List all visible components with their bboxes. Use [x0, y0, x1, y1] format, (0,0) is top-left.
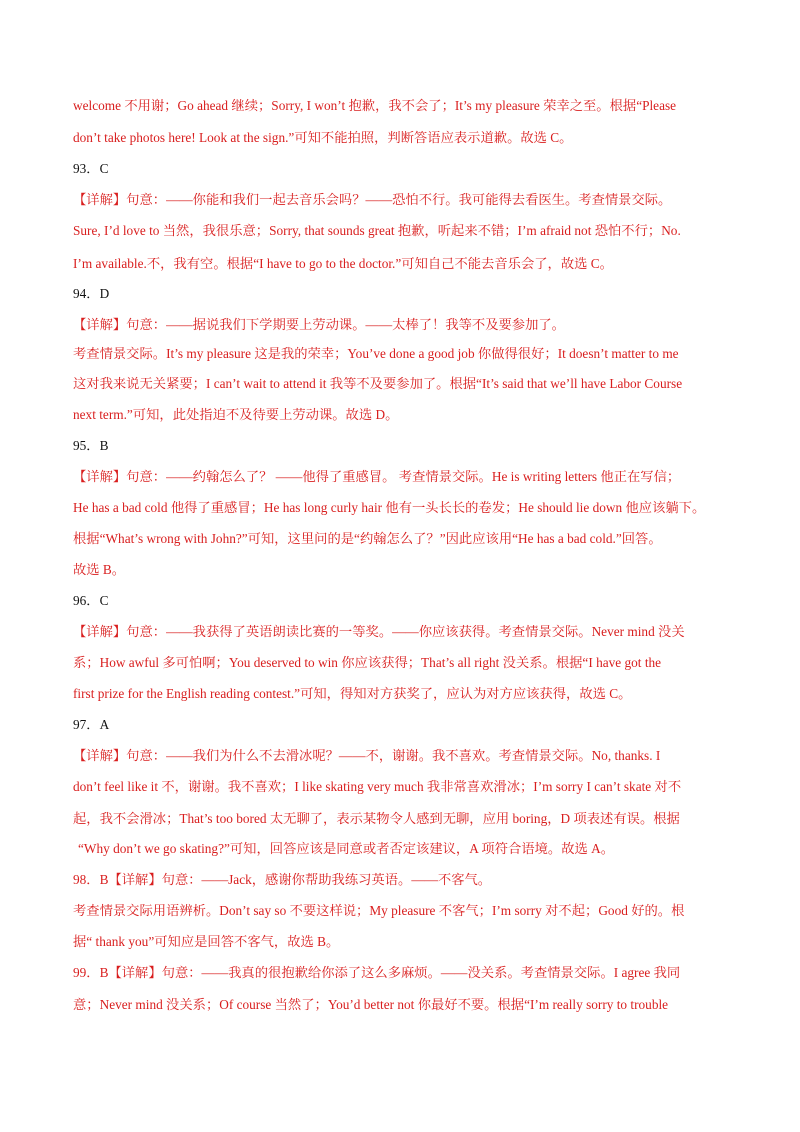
explanation-line: next term.”可知，此处指迫不及待要上劳动课。故选 D。 [73, 407, 399, 422]
explanation-line: 意；Never mind 没关系；Of course 当然了；You’d better not 你最好不要。根据“I’m really sorry to trouble [73, 997, 669, 1012]
explanation-line: 故选 B。 [73, 562, 126, 577]
explanation-line: 【详解】句意：——我们为什么不去滑冰呢？——不，谢谢。我不喜欢。考查情景交际。No, thanks. I [73, 748, 661, 763]
explanation-line: 【详解】句意：——我获得了英语朗读比赛的一等奖。——你应该获得。考查情景交际。Never mind 没关 [73, 624, 685, 639]
explanation-line: 这对我来说无关紧要；I can’t wait to attend it 我等不及要参加了。根据“It’s said that we’ll have Labor Course [73, 376, 683, 391]
explanation-line: 【详解】句意：——约翰怎么了？ ——他得了重感冒。 考查情景交际。He is writing letters 他正在写信； [73, 469, 681, 484]
explanation-line: don’t feel like it 不，谢谢。我不喜欢；I like skating very much 我非常喜欢滑冰；I’m sorry I can’t skate 对不 [73, 779, 682, 794]
question-answer-line: 93．C [73, 161, 109, 176]
question-answer-line: 94．D [73, 286, 110, 301]
explanation-line: 起，我不会滑冰；That’s too bored 太无聊了，表示某物令人感到无聊，应用 boring，D 项表述有误。根据 [73, 811, 680, 826]
explanation-line: 考查情景交际。It’s my pleasure 这是我的荣幸；You’ve done a good job 你做得很好；It doesn’t matter to me [73, 346, 679, 361]
explanation-line: 【详解】句意：——你能和我们一起去音乐会吗？——恐怕不行。我可能得去看医生。考查情景交际。 [73, 192, 672, 207]
question-answer-line: 97．A [73, 717, 110, 732]
question-answer-line: 99．B【详解】句意：——我真的很抱歉给你添了这么多麻烦。——没关系。考查情景交际。I agree 我同 [73, 965, 681, 980]
question-answer-line: 98．B【详解】句意：——Jack，感谢你帮助我练习英语。——不客气。 [73, 872, 492, 887]
explanation-line: welcome 不用谢；Go ahead 继续；Sorry, I won’t 抱歉，我不会了；It’s my pleasure 荣幸之至。根据“Please [73, 98, 677, 113]
question-answer-line: 96．C [73, 593, 109, 608]
explanation-line: I’m available.不，我有空。根据“I have to go to the doctor.”可知自己不能去音乐会了，故选 C。 [73, 256, 613, 271]
explanation-line: 系；How awful 多可怕啊；You deserved to win 你应该获得；That’s all right 没关系。根据“I have got the [73, 655, 662, 670]
explanation-line: “Why don’t we go skating?”可知，回答应该是同意或者否定该建议，A 项符合语境。故选 A。 [78, 841, 615, 856]
explanation-line: 【详解】句意：——据说我们下学期要上劳动课。——太棒了！我等不及要参加了。 [73, 317, 565, 332]
explanation-line: don’t take photos here! Look at the sign.”可知不能拍照，判断答语应表示道歉。故选 C。 [73, 130, 573, 145]
explanation-line: 根据“What’s wrong with John?”可知，这里问的是“约翰怎么了？”因此应该用“He has a bad cold.”回答。 [73, 531, 662, 546]
explanation-line: Sure, I’d love to 当然，我很乐意；Sorry, that sounds great 抱歉，听起来不错；I’m afraid not 恐怕不行；No. [73, 223, 681, 238]
explanation-line: 考查情景交际用语辨析。Don’t say so 不要这样说；My pleasure 不客气；I’m sorry 对不起；Good 好的。根 [73, 903, 685, 918]
explanation-line: 据“ thank you”可知应是回答不客气，故选 B。 [73, 934, 340, 949]
explanation-line: first prize for the English reading contest.”可知，得知对方获奖了，应认为对方应该获得，故选 C。 [73, 686, 632, 701]
explanation-line: He has a bad cold 他得了重感冒；He has long curly hair 他有一头长长的卷发；He should lie down 他应该躺下。 [73, 500, 706, 515]
question-answer-line: 95．B [73, 438, 109, 453]
